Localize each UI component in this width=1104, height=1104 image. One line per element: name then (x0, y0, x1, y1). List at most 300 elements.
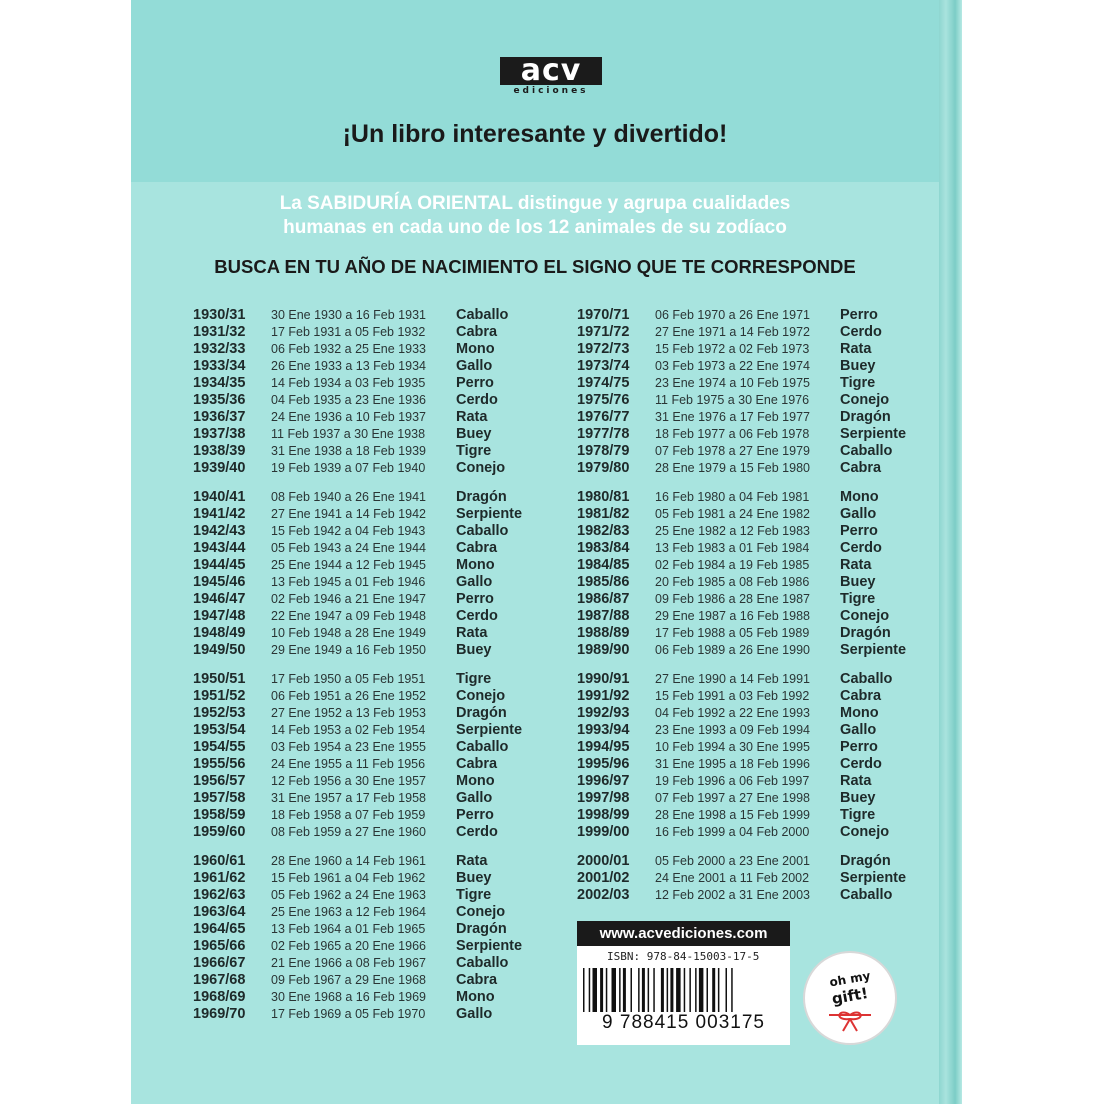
zodiac-animal: Serpiente (840, 642, 907, 658)
zodiac-animal: Caballo (456, 955, 509, 971)
year-label: 1952/53 (193, 705, 246, 721)
year-group (193, 487, 522, 657)
date-range: 15 Feb 1972 a 02 Feb 1973 (655, 342, 810, 356)
year-label: 1954/55 (193, 739, 246, 755)
zodiac-animal: Cabra (840, 688, 882, 704)
date-range: 11 Feb 1937 a 30 Ene 1938 (271, 427, 426, 441)
zodiac-row (193, 822, 522, 839)
zodiac-row (193, 305, 522, 322)
zodiac-row (193, 851, 522, 868)
zodiac-row (193, 919, 522, 936)
zodiac-animal: Perro (840, 307, 878, 323)
zodiac-row (193, 885, 522, 902)
zodiac-row (193, 788, 522, 805)
zodiac-row (577, 771, 906, 788)
date-range: 13 Feb 1983 a 01 Feb 1984 (655, 541, 810, 555)
year-label: 1948/49 (193, 625, 246, 641)
year-label: 1998/99 (577, 807, 630, 823)
zodiac-animal: Gallo (456, 1006, 493, 1022)
date-range: 06 Feb 1989 a 26 Ene 1990 (655, 643, 810, 657)
zodiac-row (193, 970, 522, 987)
date-range: 07 Feb 1978 a 27 Ene 1979 (655, 444, 810, 458)
date-range: 30 Ene 1930 a 16 Feb 1931 (271, 308, 426, 322)
year-label: 1971/72 (577, 324, 630, 340)
year-group (577, 851, 906, 902)
zodiac-row (193, 424, 522, 441)
zodiac-animal: Rata (456, 409, 488, 425)
zodiac-animal: Cabra (456, 324, 498, 340)
year-label: 1933/34 (193, 358, 246, 374)
date-range: 03 Feb 1954 a 23 Ene 1955 (271, 740, 426, 754)
zodiac-animal: Conejo (840, 608, 890, 624)
zodiac-animal: Rata (840, 341, 872, 357)
ribbon-bow-icon (827, 1007, 873, 1033)
gift-badge-line-2: gift! (830, 983, 870, 1009)
year-label: 1955/56 (193, 756, 246, 772)
date-range: 25 Ene 1982 a 12 Feb 1983 (655, 524, 810, 538)
zodiac-animal: Cerdo (456, 824, 498, 840)
year-label: 1944/45 (193, 557, 246, 573)
date-range: 31 Ene 1995 a 18 Feb 1996 (655, 757, 810, 771)
year-label: 1958/59 (193, 807, 246, 823)
zodiac-animal: Buey (840, 574, 876, 590)
zodiac-animal: Cabra (456, 972, 498, 988)
zodiac-row (193, 555, 522, 572)
zodiac-animal: Gallo (456, 574, 493, 590)
year-label: 1963/64 (193, 904, 246, 920)
date-range: 23 Ene 1993 a 09 Feb 1994 (655, 723, 810, 737)
zodiac-animal: Cerdo (456, 608, 498, 624)
date-range: 27 Ene 1941 a 14 Feb 1942 (271, 507, 426, 521)
zodiac-animal: Perro (456, 375, 494, 391)
date-range: 06 Feb 1932 a 25 Ene 1933 (271, 342, 426, 356)
zodiac-row (193, 339, 522, 356)
date-range: 28 Ene 1998 a 15 Feb 1999 (655, 808, 810, 822)
year-label: 1951/52 (193, 688, 246, 704)
zodiac-row (577, 521, 906, 538)
year-label: 1991/92 (577, 688, 630, 704)
zodiac-row (577, 737, 906, 754)
intro-text (131, 192, 939, 240)
date-range: 16 Feb 1999 a 04 Feb 2000 (655, 825, 810, 839)
date-range: 15 Feb 1942 a 04 Feb 1943 (271, 524, 426, 538)
zodiac-animal: Rata (456, 625, 488, 641)
zodiac-row (193, 390, 522, 407)
zodiac-animal: Dragón (840, 853, 891, 869)
zodiac-row (193, 572, 522, 589)
year-label: 1997/98 (577, 790, 630, 806)
year-label: 1981/82 (577, 506, 630, 522)
year-label: 1966/67 (193, 955, 246, 971)
year-label: 1949/50 (193, 642, 246, 658)
date-range: 05 Feb 1962 a 24 Ene 1963 (271, 888, 426, 902)
year-label: 1956/57 (193, 773, 246, 789)
zodiac-animal: Serpiente (456, 506, 523, 522)
zodiac-animal: Conejo (456, 460, 506, 476)
intro-line-1: La SABIDURÍA ORIENTAL distingue y agrupa cualidades (279, 193, 791, 214)
year-label: 1953/54 (193, 722, 246, 738)
year-label: 1940/41 (193, 489, 246, 505)
year-label: 1939/40 (193, 460, 246, 476)
zodiac-row (577, 555, 906, 572)
year-label: 1976/77 (577, 409, 630, 425)
year-label: 1941/42 (193, 506, 246, 522)
zodiac-animal: Cerdo (840, 324, 882, 340)
date-range: 17 Feb 1931 a 05 Feb 1932 (271, 325, 426, 339)
zodiac-animal: Mono (456, 341, 495, 357)
date-range: 05 Feb 1981 a 24 Ene 1982 (655, 507, 810, 521)
year-label: 1975/76 (577, 392, 630, 408)
zodiac-row (193, 686, 522, 703)
zodiac-animal: Perro (840, 739, 878, 755)
date-range: 31 Ene 1957 a 17 Feb 1958 (271, 791, 426, 805)
zodiac-row (577, 407, 906, 424)
year-label: 2001/02 (577, 870, 630, 886)
date-range: 05 Feb 2000 a 23 Ene 2001 (655, 854, 810, 868)
zodiac-animal: Mono (456, 557, 495, 573)
zodiac-row (577, 441, 906, 458)
year-label: 1967/68 (193, 972, 246, 988)
date-range: 25 Ene 1963 a 12 Feb 1964 (271, 905, 426, 919)
zodiac-row (577, 589, 906, 606)
barcode-block (577, 946, 790, 1045)
zodiac-animal: Caballo (456, 523, 509, 539)
date-range: 18 Feb 1958 a 07 Feb 1959 (271, 808, 426, 822)
zodiac-row (577, 851, 906, 868)
year-group (193, 305, 522, 475)
date-range: 22 Ene 1947 a 09 Feb 1948 (271, 609, 426, 623)
zodiac-animal: Cerdo (456, 392, 498, 408)
zodiac-table-left (193, 305, 522, 1033)
intro-line-2: humanas en cada uno de los 12 animales de su zodíaco (283, 217, 787, 238)
zodiac-animal: Tigre (840, 375, 876, 391)
date-range: 31 Ene 1938 a 18 Feb 1939 (271, 444, 426, 458)
zodiac-row (193, 606, 522, 623)
year-label: 1977/78 (577, 426, 630, 442)
zodiac-row (193, 902, 522, 919)
date-range: 17 Feb 1988 a 05 Feb 1989 (655, 626, 810, 640)
zodiac-row (577, 487, 906, 504)
zodiac-row (577, 504, 906, 521)
publisher-logo (500, 53, 602, 97)
year-label: 1938/39 (193, 443, 246, 459)
zodiac-row (577, 868, 906, 885)
zodiac-row (577, 669, 906, 686)
zodiac-row (193, 407, 522, 424)
zodiac-row (193, 936, 522, 953)
zodiac-animal: Rata (840, 557, 872, 573)
zodiac-animal: Cerdo (840, 540, 882, 556)
zodiac-animal: Tigre (840, 807, 876, 823)
zodiac-row (193, 441, 522, 458)
date-range: 27 Ene 1952 a 13 Feb 1953 (271, 706, 426, 720)
year-label: 1980/81 (577, 489, 630, 505)
zodiac-animal: Caballo (840, 671, 893, 687)
year-label: 1974/75 (577, 375, 630, 391)
year-label: 1934/35 (193, 375, 246, 391)
zodiac-row (577, 322, 906, 339)
zodiac-row (193, 322, 522, 339)
year-label: 1970/71 (577, 307, 630, 323)
zodiac-animal: Caballo (840, 443, 893, 459)
zodiac-animal: Buey (456, 426, 492, 442)
year-label: 1962/63 (193, 887, 246, 903)
year-label: 1972/73 (577, 341, 630, 357)
zodiac-row (577, 686, 906, 703)
year-label: 1957/58 (193, 790, 246, 806)
date-range: 02 Feb 1946 a 21 Ene 1947 (271, 592, 426, 606)
zodiac-row (577, 572, 906, 589)
date-range: 27 Ene 1971 a 14 Feb 1972 (655, 325, 810, 339)
zodiac-animal: Buey (840, 358, 876, 374)
year-label: 1982/83 (577, 523, 630, 539)
zodiac-row (193, 504, 522, 521)
zodiac-row (577, 356, 906, 373)
zodiac-animal: Conejo (456, 688, 506, 704)
date-range: 19 Feb 1939 a 07 Feb 1940 (271, 461, 426, 475)
date-range: 28 Ene 1960 a 14 Feb 1961 (271, 854, 426, 868)
date-range: 19 Feb 1996 a 06 Feb 1997 (655, 774, 810, 788)
zodiac-animal: Cerdo (840, 756, 882, 772)
date-range: 02 Feb 1965 a 20 Ene 1966 (271, 939, 426, 953)
date-range: 31 Ene 1976 a 17 Feb 1977 (655, 410, 810, 424)
date-range: 29 Ene 1987 a 16 Feb 1988 (655, 609, 810, 623)
zodiac-animal: Cabra (456, 756, 498, 772)
publisher-logo-mark: acv (500, 57, 602, 85)
date-range: 17 Feb 1950 a 05 Feb 1951 (271, 672, 426, 686)
date-range: 25 Ene 1944 a 12 Feb 1945 (271, 558, 426, 572)
year-label: 1969/70 (193, 1006, 246, 1022)
zodiac-animal: Tigre (456, 887, 492, 903)
zodiac-animal: Mono (840, 705, 879, 721)
year-label: 1935/36 (193, 392, 246, 408)
year-label: 1964/65 (193, 921, 246, 937)
year-group (577, 669, 906, 839)
year-label: 1947/48 (193, 608, 246, 624)
date-range: 28 Ene 1979 a 15 Feb 1980 (655, 461, 810, 475)
zodiac-row (193, 720, 522, 737)
year-label: 1987/88 (577, 608, 630, 624)
zodiac-animal: Dragón (456, 921, 507, 937)
date-range: 09 Feb 1967 a 29 Ene 1968 (271, 973, 426, 987)
zodiac-row (193, 669, 522, 686)
date-range: 29 Ene 1949 a 16 Feb 1950 (271, 643, 426, 657)
zodiac-row (577, 805, 906, 822)
zodiac-animal: Gallo (456, 358, 493, 374)
zodiac-row (577, 788, 906, 805)
year-label: 1959/60 (193, 824, 246, 840)
date-range: 03 Feb 1973 a 22 Ene 1974 (655, 359, 810, 373)
publisher-logo-subtitle: ediciones (513, 86, 589, 96)
date-range: 12 Feb 1956 a 30 Ene 1957 (271, 774, 426, 788)
zodiac-row (193, 771, 522, 788)
date-range: 20 Feb 1985 a 08 Feb 1986 (655, 575, 810, 589)
date-range: 14 Feb 1934 a 03 Feb 1935 (271, 376, 426, 390)
zodiac-row (193, 953, 522, 970)
year-label: 1931/32 (193, 324, 246, 340)
year-label: 1978/79 (577, 443, 630, 459)
gift-badge-text (805, 968, 895, 1009)
year-label: 1937/38 (193, 426, 246, 442)
date-range: 04 Feb 1935 a 23 Ene 1936 (271, 393, 426, 407)
zodiac-heading: BUSCA EN TU AÑO DE NACIMIENTO EL SIGNO QUE TE CORRESPONDE (214, 256, 856, 277)
year-label: 1999/00 (577, 824, 630, 840)
zodiac-animal: Gallo (840, 506, 877, 522)
zodiac-row (193, 754, 522, 771)
barcode-icon (583, 968, 783, 1012)
date-range: 17 Feb 1969 a 05 Feb 1970 (271, 1007, 426, 1021)
year-label: 1985/86 (577, 574, 630, 590)
year-group (193, 669, 522, 839)
year-label: 1968/69 (193, 989, 246, 1005)
year-label: 1950/51 (193, 671, 246, 687)
zodiac-animal: Gallo (840, 722, 877, 738)
zodiac-row (193, 538, 522, 555)
zodiac-animal: Serpiente (840, 870, 907, 886)
date-range: 11 Feb 1975 a 30 Ene 1976 (655, 393, 810, 407)
date-range: 23 Ene 1974 a 10 Feb 1975 (655, 376, 810, 390)
date-range: 07 Feb 1997 a 27 Ene 1998 (655, 791, 810, 805)
date-range: 18 Feb 1977 a 06 Feb 1978 (655, 427, 810, 441)
zodiac-row (193, 703, 522, 720)
year-label: 1960/61 (193, 853, 246, 869)
zodiac-row (577, 339, 906, 356)
year-label: 2000/01 (577, 853, 630, 869)
date-range: 12 Feb 2002 a 31 Ene 2003 (655, 888, 810, 902)
year-label: 1946/47 (193, 591, 246, 607)
zodiac-animal: Mono (456, 773, 495, 789)
zodiac-row (577, 458, 906, 475)
website-banner: www.acvediciones.com (577, 921, 790, 946)
zodiac-table-right (577, 305, 906, 914)
zodiac-row (193, 987, 522, 1004)
zodiac-animal: Buey (456, 642, 492, 658)
year-label: 1986/87 (577, 591, 630, 607)
year-label: 1973/74 (577, 358, 630, 374)
zodiac-row (577, 703, 906, 720)
zodiac-row (577, 373, 906, 390)
zodiac-row (577, 754, 906, 771)
zodiac-animal: Conejo (840, 824, 890, 840)
zodiac-row (193, 640, 522, 657)
zodiac-animal: Dragón (456, 705, 507, 721)
date-range: 21 Ene 1966 a 08 Feb 1967 (271, 956, 426, 970)
zodiac-row (577, 390, 906, 407)
date-range: 08 Feb 1959 a 27 Ene 1960 (271, 825, 426, 839)
zodiac-animal: Serpiente (840, 426, 907, 442)
zodiac-animal: Conejo (456, 904, 506, 920)
year-group (577, 305, 906, 475)
date-range: 06 Feb 1970 a 26 Ene 1971 (655, 308, 810, 322)
zodiac-row (193, 805, 522, 822)
date-range: 24 Ene 1936 a 10 Feb 1937 (271, 410, 426, 424)
year-label: 1979/80 (577, 460, 630, 476)
year-label: 1932/33 (193, 341, 246, 357)
zodiac-row (577, 538, 906, 555)
zodiac-animal: Rata (840, 773, 872, 789)
zodiac-row (193, 868, 522, 885)
date-range: 05 Feb 1943 a 24 Ene 1944 (271, 541, 426, 555)
year-label: 2002/03 (577, 887, 630, 903)
year-label: 1930/31 (193, 307, 246, 323)
zodiac-animal: Perro (456, 807, 494, 823)
year-group (193, 851, 522, 1021)
zodiac-row (577, 424, 906, 441)
zodiac-animal: Cabra (840, 460, 882, 476)
date-range: 24 Ene 1955 a 11 Feb 1956 (271, 757, 426, 771)
zodiac-animal: Perro (840, 523, 878, 539)
zodiac-row (577, 305, 906, 322)
date-range: 10 Feb 1948 a 28 Ene 1949 (271, 626, 426, 640)
zodiac-animal: Mono (840, 489, 879, 505)
year-label: 1994/95 (577, 739, 630, 755)
zodiac-animal: Serpiente (456, 938, 523, 954)
date-range: 15 Feb 1961 a 04 Feb 1962 (271, 871, 426, 885)
year-group (577, 487, 906, 657)
isbn-text: ISBN: 978-84-15003-17-5 (607, 950, 760, 963)
date-range: 16 Feb 1980 a 04 Feb 1981 (655, 490, 810, 504)
year-label: 1996/97 (577, 773, 630, 789)
zodiac-animal: Dragón (840, 409, 891, 425)
year-label: 1942/43 (193, 523, 246, 539)
zodiac-animal: Gallo (456, 790, 493, 806)
year-label: 1990/91 (577, 671, 630, 687)
year-label: 1936/37 (193, 409, 246, 425)
zodiac-animal: Dragón (840, 625, 891, 641)
zodiac-row (577, 885, 906, 902)
date-range: 09 Feb 1986 a 28 Ene 1987 (655, 592, 810, 606)
zodiac-row (577, 822, 906, 839)
zodiac-row (577, 623, 906, 640)
year-label: 1988/89 (577, 625, 630, 641)
zodiac-row (193, 458, 522, 475)
tagline: ¡Un libro interesante y divertido! (342, 120, 728, 148)
book-spine (939, 0, 962, 1104)
date-range: 04 Feb 1992 a 22 Ene 1993 (655, 706, 810, 720)
year-label: 1992/93 (577, 705, 630, 721)
year-label: 1945/46 (193, 574, 246, 590)
date-range: 13 Feb 1945 a 01 Feb 1946 (271, 575, 426, 589)
zodiac-animal: Tigre (456, 671, 492, 687)
date-range: 27 Ene 1990 a 14 Feb 1991 (655, 672, 810, 686)
year-label: 1965/66 (193, 938, 246, 954)
zodiac-row (193, 623, 522, 640)
gift-badge (803, 951, 897, 1045)
zodiac-row (577, 606, 906, 623)
zodiac-row (193, 356, 522, 373)
zodiac-row (193, 521, 522, 538)
year-label: 1943/44 (193, 540, 246, 556)
zodiac-animal: Caballo (840, 887, 893, 903)
date-range: 26 Ene 1933 a 13 Feb 1934 (271, 359, 426, 373)
zodiac-animal: Perro (456, 591, 494, 607)
zodiac-animal: Dragón (456, 489, 507, 505)
year-label: 1995/96 (577, 756, 630, 772)
date-range: 13 Feb 1964 a 01 Feb 1965 (271, 922, 426, 936)
zodiac-row (193, 589, 522, 606)
year-label: 1984/85 (577, 557, 630, 573)
date-range: 24 Ene 2001 a 11 Feb 2002 (655, 871, 810, 885)
zodiac-animal: Mono (456, 989, 495, 1005)
zodiac-animal: Buey (456, 870, 492, 886)
zodiac-animal: Buey (840, 790, 876, 806)
zodiac-row (193, 373, 522, 390)
date-range: 10 Feb 1994 a 30 Ene 1995 (655, 740, 810, 754)
zodiac-animal: Tigre (840, 591, 876, 607)
zodiac-animal: Serpiente (456, 722, 523, 738)
zodiac-row (193, 1004, 522, 1021)
zodiac-animal: Cabra (456, 540, 498, 556)
